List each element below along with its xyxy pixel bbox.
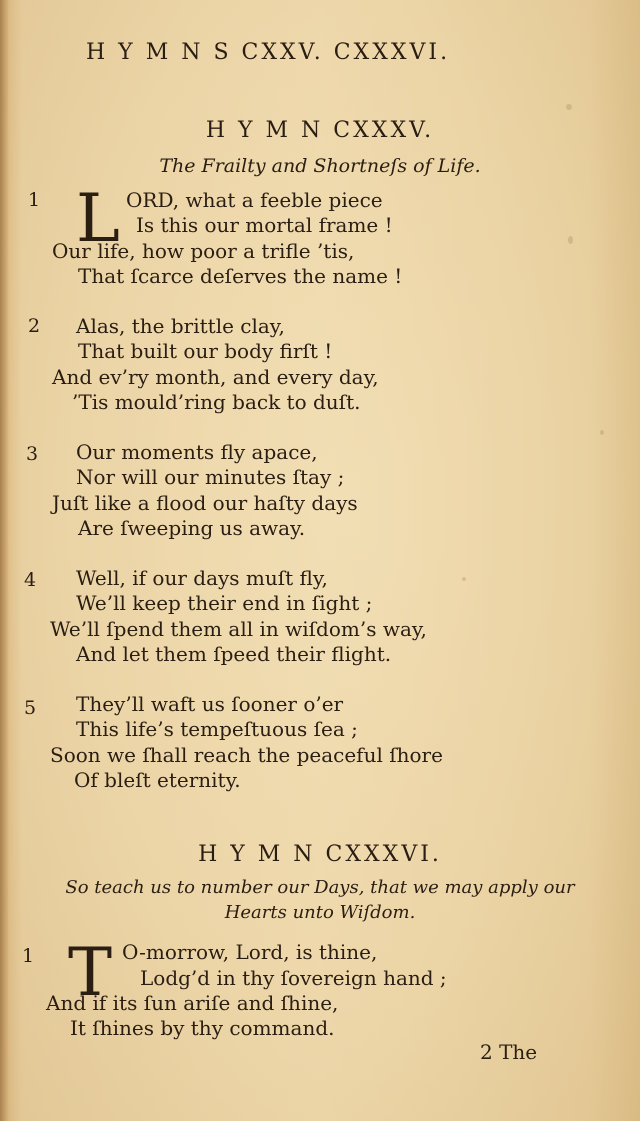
foxing-spot (462, 577, 466, 581)
stanza-number: 2 (28, 315, 41, 337)
hymn-subtitle: So teach us to number our Days, that we may apply our (65, 877, 575, 898)
hymn-title: H Y M N CXXXV. (205, 118, 435, 143)
catchword: 2 The (480, 1040, 538, 1064)
verse-line: ’Tis mould’ring back to duſt. (72, 390, 361, 414)
verse-line: They’ll waft us ſooner o’er (76, 692, 344, 716)
verse-line: O-morrow, Lord, is thine, (122, 940, 378, 964)
verse-line: And ev’ry month, and every day, (52, 365, 379, 389)
verse-line: We’ll ſpend them all in wiſdom’s way, (50, 617, 427, 641)
verse-line: That built our body firſt ! (78, 339, 333, 363)
stanza-number: 1 (28, 189, 41, 211)
foxing-spot (568, 236, 573, 244)
foxing-spot (566, 104, 572, 110)
verse-line: And let them ſpeed their flight. (76, 642, 392, 666)
verse-line: Lodg’d in thy ſovereign hand ; (140, 966, 447, 990)
verse-line: Well, if our days muſt fly, (76, 566, 328, 590)
verse-line: That ſcarce deſerves the name ! (78, 264, 403, 288)
stanza-number: 1 (22, 945, 35, 967)
verse-line: Is this our mortal frame ! (136, 213, 393, 237)
verse-line: And if its ſun ariſe and ſhine, (46, 991, 339, 1015)
hymn-subtitle: The Frailty and Shortneſs of Life. (159, 155, 481, 177)
stanza-number: 4 (24, 569, 37, 591)
drop-cap: L (76, 180, 120, 257)
verse-line: Are ſweeping us away. (78, 516, 306, 540)
verse-line: Nor will our minutes ſtay ; (76, 465, 345, 489)
verse-line: We’ll keep their end in ſight ; (76, 591, 373, 615)
verse-line: This life’s tempeſtuous ſea ; (76, 717, 358, 741)
verse-line: Alas, the brittle clay, (76, 314, 285, 338)
foxing-spot (600, 430, 604, 435)
verse-line: Of bleſt eternity. (74, 768, 241, 792)
verse-line: Juſt like a flood our haſty days (52, 491, 358, 515)
verse-line: ORD, what a feeble piece (126, 188, 383, 212)
verse-line: Our moments fly apace, (76, 440, 318, 464)
verse-line: Our life, how poor a trifle ’tis, (52, 239, 355, 263)
drop-cap: T (68, 934, 113, 1011)
verse-line: It ſhines by thy command. (70, 1016, 335, 1040)
hymn-subtitle-continued: Hearts unto Wiſdom. (224, 902, 416, 923)
hymn-title: H Y M N CXXXVI. (198, 842, 442, 867)
running-head: H Y M N S CXXV. CXXXVI. (86, 40, 451, 65)
stanza-number: 5 (24, 697, 37, 719)
stanza-number: 3 (26, 443, 39, 465)
verse-line: Soon we ſhall reach the peaceful ſhore (50, 743, 443, 767)
